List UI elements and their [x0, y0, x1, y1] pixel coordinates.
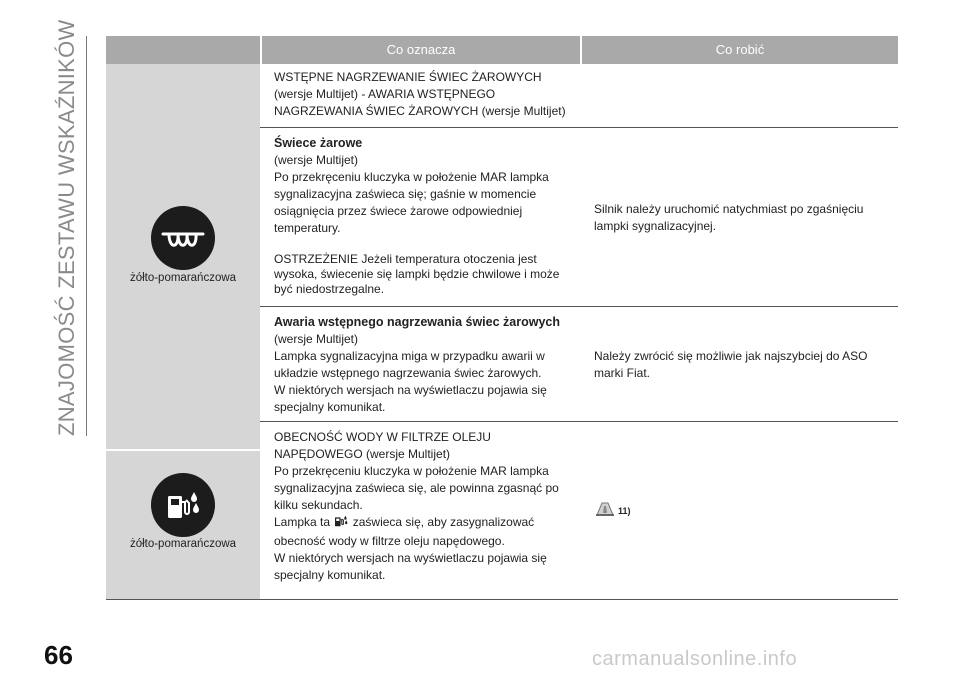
text-line: Należy zwrócić się możliwie jak najszybciej do ASO: [594, 349, 868, 363]
text-line: (wersje Multijet): [274, 332, 359, 346]
warning-light-table: [106, 36, 898, 600]
entry-heading: Awaria wstępnego nagrzewania świec żarowych: [274, 315, 560, 329]
vertical-section-title: ZNAJOMOŚĆ ZESTAWU WSKAŹNIKÓW: [54, 19, 79, 436]
action-water-in-fuel: [594, 500, 894, 521]
text-line: NAGRZEWANIA ŚWIEC ŻAROWYCH (wersje Multijet): [274, 104, 566, 118]
text-line: wysoka, świecenie się lampki będzie chwilowe i może: [274, 267, 560, 281]
text-line: (wersje Multijet): [274, 153, 359, 167]
text-line: sygnalizacyjna zaświeca się; gaśnie w momencie: [274, 187, 537, 201]
meaning-glow-plug-failure: [274, 314, 584, 416]
text-line: marki Fiat.: [594, 366, 651, 380]
row-divider: [260, 127, 898, 128]
row-divider: [260, 421, 898, 422]
warning-note: [274, 252, 584, 297]
text-line: układzie wstępnego nagrzewania świec żarowych.: [274, 366, 542, 380]
text-line: specjalny komunikat.: [274, 568, 386, 582]
text-line: W niektórych wersjach na wyświetlaczu pojawia się: [274, 551, 547, 565]
water-in-fuel-icon: [151, 473, 215, 537]
table-bottom-border: [106, 599, 898, 600]
header-meaning: Co oznacza: [262, 36, 580, 64]
action-glow-plug-failure: [594, 348, 894, 382]
header-lamp-column: [106, 36, 260, 64]
text-line: być niedostrzegalne.: [274, 282, 385, 296]
text-line: Lampka sygnalizacyjna miga w przypadku awarii w: [274, 349, 545, 363]
text-line: temperatury.: [274, 221, 341, 235]
action-glow-plugs: [594, 201, 894, 235]
text-line: sygnalizacyjna zaświeca się, ale powinna zgasnąć po: [274, 481, 559, 495]
meaning-water-in-fuel: [274, 429, 584, 584]
lamp-color-label: żółto-pomarańczowa: [129, 538, 237, 550]
text-line: WSTĘPNE NAGRZEWANIE ŚWIEC ŻAROWYCH: [274, 70, 542, 84]
text-line: (wersje Multijet) - AWARIA WSTĘPNEGO: [274, 87, 496, 101]
lamp-separator: [106, 449, 260, 451]
section-title-glow-plug: [274, 69, 584, 120]
page-number: 66: [44, 640, 73, 670]
glow-plug-coil-icon: [151, 206, 215, 270]
text-line: OSTRZEŻENIE Jeżeli temperatura otoczenia jest: [274, 252, 537, 266]
water-in-fuel-icon: [333, 514, 349, 533]
text-line: Po przekręceniu kluczyka w położenie MAR lampka: [274, 170, 549, 184]
text-line: osiągnięcia przez świece żarowe odpowiedniej: [274, 204, 523, 218]
text-line: Po przekręceniu kluczyka w położenie MAR lampka: [274, 464, 549, 478]
text-line: specjalny komunikat.: [274, 400, 386, 414]
inline-text-after: zaświeca się, aby zasygnalizować: [352, 515, 535, 529]
side-divider: [86, 36, 87, 436]
text-line: OBECNOŚĆ WODY W FILTRZE OLEJU: [274, 430, 491, 444]
text-line: lampki sygnalizacyjnej.: [594, 219, 717, 233]
text-line: NAPĘDOWEGO (wersje Multijet): [274, 447, 451, 461]
warning-hand-icon: [594, 500, 616, 521]
text-line: obecność wody w filtrze oleju napędowego.: [274, 534, 505, 548]
text-line-with-icon: [274, 514, 584, 533]
text-line: kilku sekundach.: [274, 498, 363, 512]
reference-number: 11): [618, 506, 631, 516]
entry-heading: Świece żarowe: [274, 136, 363, 150]
watermark: carmanualsonline.info: [592, 648, 798, 670]
meaning-glow-plugs: [274, 135, 584, 237]
inline-text-before: Lampka ta: [274, 515, 331, 529]
text-line: W niektórych wersjach na wyświetlaczu pojawia się: [274, 383, 547, 397]
header-action: Co robić: [582, 36, 898, 64]
text-line: Silnik należy uruchomić natychmiast po zgaśnięciu: [594, 202, 864, 216]
lamp-color-label: żółto-pomarańczowa: [129, 272, 237, 284]
row-divider: [260, 306, 898, 307]
